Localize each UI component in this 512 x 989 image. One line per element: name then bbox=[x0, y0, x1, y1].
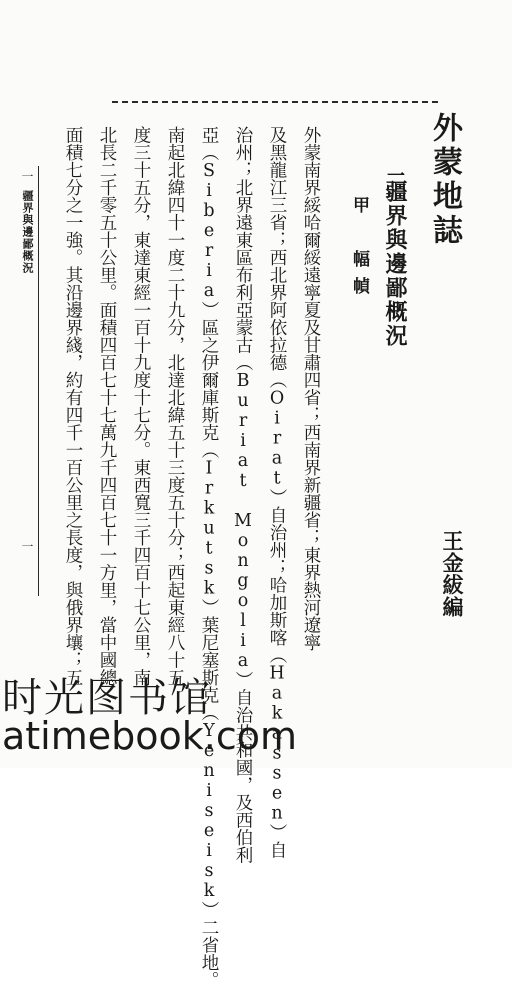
watermark-line-1: 时光图书馆 bbox=[2, 675, 212, 721]
body-column: 亞（Siberia）區之伊爾庫斯克（Irkutsk）葉尼塞斯克（Yeniseisk）二省地。 bbox=[199, 126, 219, 989]
chapter-title: 疆界與邊鄙概況 bbox=[382, 180, 408, 348]
section-heading: 甲 幅幀 bbox=[349, 196, 369, 304]
body-column: 南起北緯四十一度二十九分，北達北緯五十三度五十分；西起東經八十五 bbox=[165, 126, 185, 686]
running-head: 疆界與邊鄙概況 bbox=[21, 190, 34, 274]
chapter-number: 一 bbox=[384, 166, 405, 184]
body-column: 及黑龍江三省；西北界阿依拉德（Oirat）自治州；哈加斯喀（Hakassen）自 bbox=[267, 126, 287, 859]
running-head-mark-bottom: 一 bbox=[20, 540, 34, 552]
body-column: 治州；北界遠東區布利亞蒙古（Buriat Mongolia）自治共和國，及西伯利 bbox=[233, 126, 253, 864]
body-column: 面積七分之一強。其沿邊界綫，約有四千一百公里之長度，與俄界壤；五 bbox=[63, 126, 83, 686]
body-column: 度三十五分，東達東經一百十九度十七分。東西寬三千四百十七公里，南 bbox=[131, 126, 151, 686]
running-head-mark-top: 一 bbox=[20, 170, 34, 182]
book-title: 外蒙地誌 bbox=[427, 112, 462, 248]
top-dashed-rule bbox=[112, 101, 438, 103]
body-column: 外蒙南界綏哈爾綏遠寧夏及甘肅四省；西南界新疆省；東界熱河遼寧 bbox=[301, 126, 321, 651]
author-credit: 王金紱編 bbox=[440, 530, 465, 618]
margin-rule bbox=[38, 166, 39, 596]
body-column: 北長二千零五十公里。面積四百七十七萬九千四百七十一方里，當中國總 bbox=[97, 126, 117, 686]
watermark-line-2: atimebook.com bbox=[2, 714, 298, 758]
